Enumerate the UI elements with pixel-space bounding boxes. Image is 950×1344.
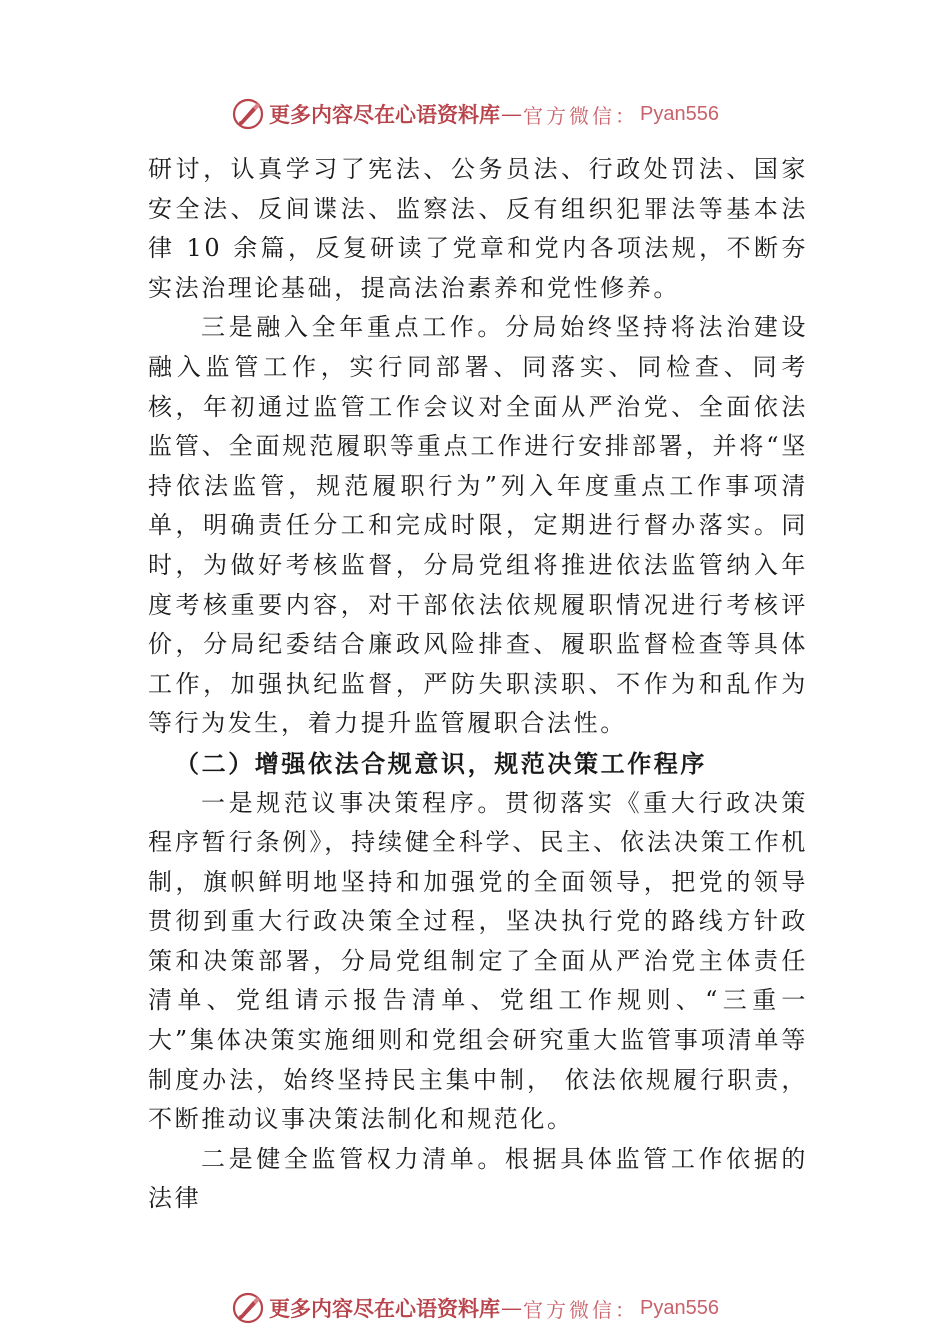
paragraph-continuation: 研讨，认真学习了宪法、公务员法、行政处罚法、国家安全法、反间谍法、监察法、反有组织犯罪法等基本法律 10 余篇，反复研读了党章和党内各项法规，不断夯实法治理论基础，提高法治素养和党性修养。 — [148, 155, 808, 302]
watermark-handle: Pyan556 — [640, 102, 719, 125]
paragraph-key-work: 三是融入全年重点工作。分局始终坚持将法治建设融入监管工作，实行同部署、同落实、同检查、同考核，年初通过监管工作会议对全面从严治党、全面依法监管、全面规范履职等重点工作进行安排部署，并将“坚持依法监管，规范履职行为”列入年度重点工作事项清单，明确责任分工和完成时限，定期进行督办落实。同时，为做好考核监督，分局党组将推进依法监管纳入年度考核重要内容，对干部依法依规履职情况进行考核评价，分局纪委结合廉政风险排查、履职监督检查等具体工作，加强执纪监督，严防失职渎职、不作为和乱作为等行为发生，着力提升监管履职合法性。 — [148, 313, 808, 738]
watermark-handle: Pyan556 — [640, 1296, 719, 1319]
paragraph-power-list: 二是健全监管权力清单。根据具体监管工作依据的法律 — [148, 1144, 808, 1213]
watermark-label: 官方微信： — [523, 1297, 639, 1322]
watermark-brand: 更多内容尽在心语资料库 — [269, 102, 501, 127]
header-watermark — [0, 94, 950, 134]
paragraph-decision-procedure: 一是规范议事决策程序。贯彻落实《重大行政决策程序暂行条例》，持续健全科学、民主、依法决策工作机制，旗帜鲜明地坚持和加强党的全面领导，把党的领导贯彻到重大行政决策全过程，坚决执行党的路线方针政策和决策部署，分局党组制定了全面从严治党主体责任清单、党组请示报告清单、党组工作规则、“三重一大”集体决策实施细则和党组会研究重大监管事项清单等制度办法，始终坚持民主集中制， 依法依规履行职责，不断推动议事决策法制化和规范化。 — [148, 788, 808, 1134]
document-body — [148, 150, 808, 1219]
pen-circle-icon — [231, 1291, 265, 1325]
pen-circle-icon — [231, 97, 265, 131]
footer-watermark — [0, 1288, 950, 1328]
watermark-brand: 更多内容尽在心语资料库 — [269, 1296, 501, 1321]
watermark-dash: — — [501, 1296, 523, 1320]
watermark-label: 官方微信： — [523, 103, 639, 128]
watermark-dash: — — [501, 102, 523, 126]
section-heading: （二）增强依法合规意识，规范决策工作程序 — [175, 748, 707, 778]
